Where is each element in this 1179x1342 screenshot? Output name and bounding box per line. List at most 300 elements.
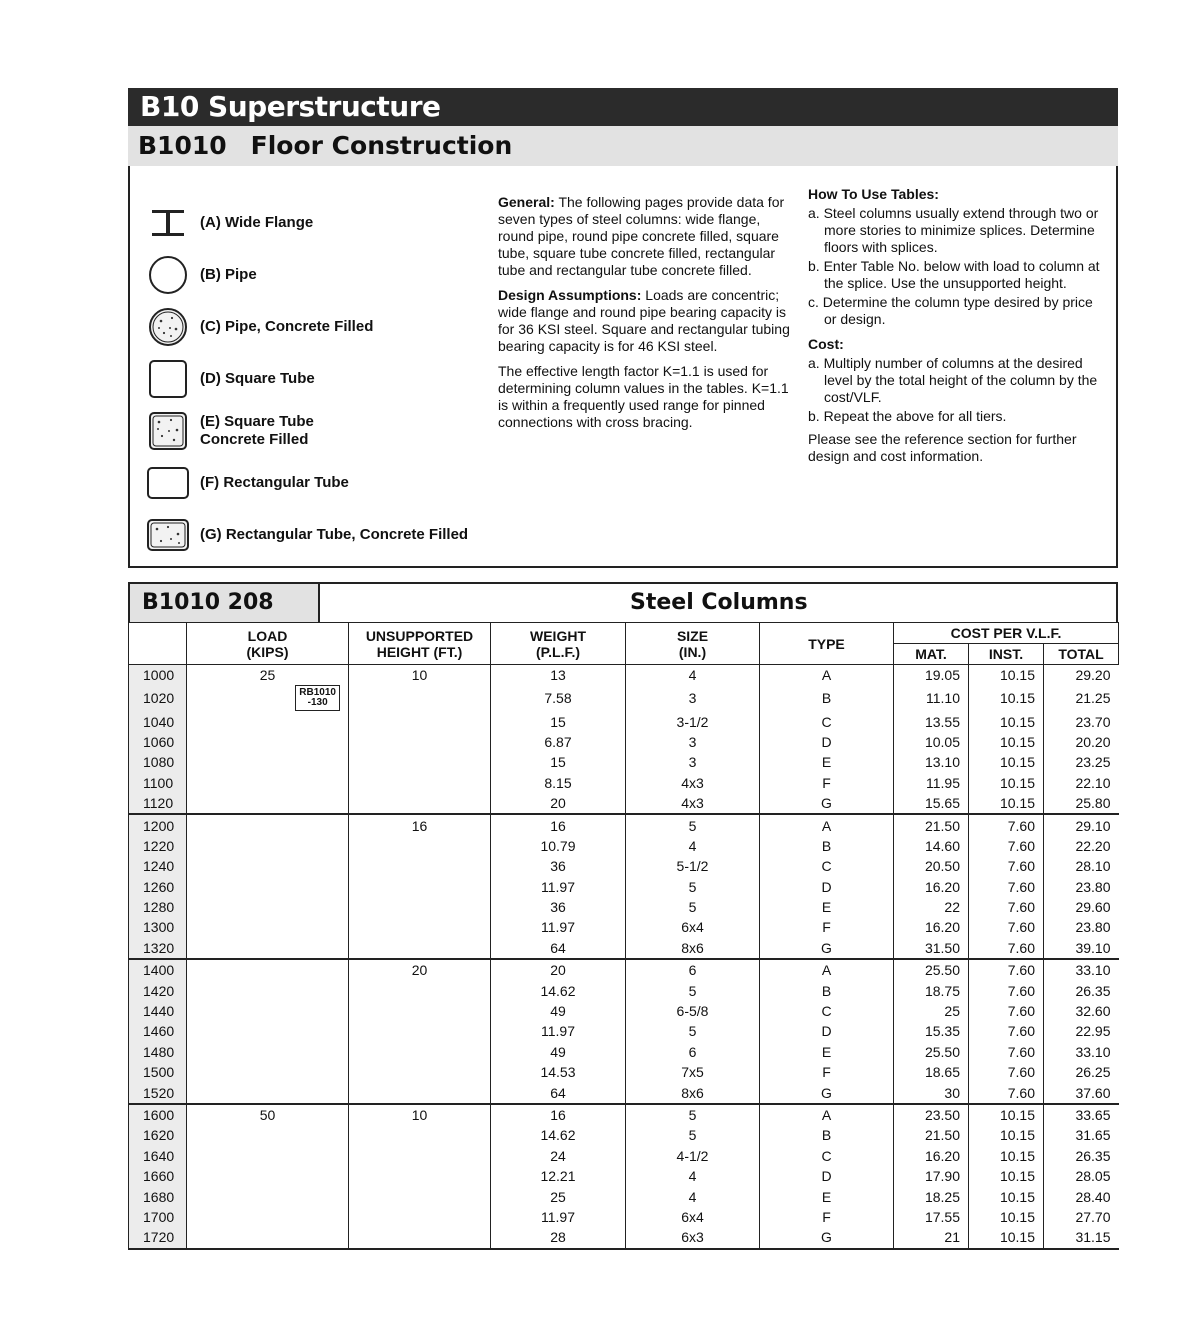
- cost-a: a. Multiply number of columns at the desired level by the total height of the column by the cost/VLF.: [808, 355, 1098, 405]
- type-label: (D) Square Tube: [200, 370, 315, 387]
- reference-badge: RB1010 -130: [295, 685, 340, 711]
- mat-cell: 14.60: [894, 836, 969, 856]
- type-label: (G) Rectangular Tube, Concrete Filled: [200, 526, 469, 543]
- weight-cell: 11.97: [491, 1207, 626, 1227]
- inst-cell: 7.60: [969, 897, 1044, 917]
- load-cell: [187, 1125, 349, 1145]
- total-cell: 33.10: [1044, 1042, 1119, 1062]
- inst-cell: 7.60: [969, 814, 1044, 835]
- type-cell: D: [760, 732, 894, 752]
- load-cell: [187, 1042, 349, 1062]
- load-cell: [187, 917, 349, 937]
- weight-cell: 64: [491, 1082, 626, 1103]
- code-cell: 1200: [129, 814, 187, 835]
- weight-cell: 25: [491, 1186, 626, 1206]
- type-label: (C) Pipe, Concrete Filled: [200, 318, 374, 335]
- size-cell: 5: [626, 897, 760, 917]
- code-cell: 1220: [129, 836, 187, 856]
- height-cell: [349, 1166, 491, 1186]
- height-cell: [349, 917, 491, 937]
- weight-cell: 28: [491, 1227, 626, 1248]
- total-cell: 28.40: [1044, 1186, 1119, 1206]
- code-cell: 1700: [129, 1207, 187, 1227]
- table-row: [129, 732, 1119, 752]
- general-label: General:: [498, 194, 555, 210]
- code-cell: 1520: [129, 1082, 187, 1103]
- type-cell: E: [760, 1042, 894, 1062]
- code-cell: 1460: [129, 1021, 187, 1041]
- code-cell: 1300: [129, 917, 187, 937]
- mat-cell: 15.35: [894, 1021, 969, 1041]
- load-cell: [187, 856, 349, 876]
- inst-cell: 10.15: [969, 732, 1044, 752]
- code-cell: 1260: [129, 877, 187, 897]
- type-cell: F: [760, 917, 894, 937]
- table-row: [129, 685, 1119, 711]
- height-cell: [349, 836, 491, 856]
- table-row: [129, 1146, 1119, 1166]
- inst-cell: 7.60: [969, 856, 1044, 876]
- type-pipe: [146, 254, 486, 296]
- general-text: The following pages provide data for seven types of steel columns: wide flange, round pipe, round pipe concrete filled, square tube, square tube concrete filled, rectangular tube and rectangular tube concrete filled.: [498, 194, 785, 278]
- height-cell: [349, 938, 491, 959]
- size-cell: 8x6: [626, 938, 760, 959]
- table-row: [129, 752, 1119, 772]
- weight-cell: 11.97: [491, 1021, 626, 1041]
- size-cell: 5: [626, 1021, 760, 1041]
- total-cell: 28.10: [1044, 856, 1119, 876]
- type-label: (B) Pipe: [200, 266, 257, 283]
- design-text: Loads are concentric; wide flange and round pipe bearing capacity is for 36 KSI steel. Square and rectangular tubing bearing capacity is for 46 KSI steel.: [498, 287, 790, 354]
- mat-cell: 10.05: [894, 732, 969, 752]
- code-cell: 1000: [129, 665, 187, 686]
- total-cell: 22.95: [1044, 1021, 1119, 1041]
- height-cell: [349, 856, 491, 876]
- height-cell: [349, 1227, 491, 1248]
- size-cell: 5-1/2: [626, 856, 760, 876]
- document-page: [128, 88, 1118, 1250]
- mat-cell: 13.55: [894, 711, 969, 731]
- total-cell: 22.20: [1044, 836, 1119, 856]
- height-cell: [349, 685, 491, 711]
- height-cell: [349, 980, 491, 1000]
- load-cell: [187, 897, 349, 917]
- total-cell: 29.20: [1044, 665, 1119, 686]
- mat-cell: 18.25: [894, 1186, 969, 1206]
- size-cell: 7x5: [626, 1062, 760, 1082]
- load-cell: [187, 938, 349, 959]
- code-cell: 1280: [129, 897, 187, 917]
- total-cell: 31.65: [1044, 1125, 1119, 1145]
- type-cell: E: [760, 897, 894, 917]
- weight-header: WEIGHT (P.L.F.): [491, 623, 626, 665]
- total-cell: 20.20: [1044, 732, 1119, 752]
- weight-cell: 49: [491, 1042, 626, 1062]
- table-row: [129, 1082, 1119, 1103]
- height-cell: [349, 793, 491, 814]
- info-panel: [128, 166, 1118, 568]
- inst-cell: 10.15: [969, 1207, 1044, 1227]
- inst-header: INST.: [969, 644, 1044, 665]
- mat-cell: 31.50: [894, 938, 969, 959]
- load-cell: [187, 732, 349, 752]
- type-square-tube-concrete-filled: [146, 410, 486, 452]
- cost-header: COST PER V.L.F.: [894, 623, 1119, 644]
- total-cell: 29.10: [1044, 814, 1119, 835]
- design-label: Design Assumptions:: [498, 287, 642, 303]
- table-row: [129, 1207, 1119, 1227]
- table-row: [129, 856, 1119, 876]
- size-cell: 3: [626, 732, 760, 752]
- code-cell: 1680: [129, 1186, 187, 1206]
- mat-cell: 16.20: [894, 917, 969, 937]
- table-header-bar: [128, 582, 1118, 622]
- type-cell: A: [760, 665, 894, 686]
- weight-cell: 13: [491, 665, 626, 686]
- code-cell: 1440: [129, 1001, 187, 1021]
- type-cell: G: [760, 938, 894, 959]
- type-cell: F: [760, 1062, 894, 1082]
- size-cell: 3: [626, 752, 760, 772]
- subsection-title: Floor Construction: [250, 131, 513, 160]
- type-cell: E: [760, 752, 894, 772]
- type-cell: E: [760, 1186, 894, 1206]
- weight-cell: 10.79: [491, 836, 626, 856]
- height-cell: 10: [349, 1104, 491, 1125]
- weight-cell: 7.58: [491, 685, 626, 711]
- mat-cell: 25: [894, 1001, 969, 1021]
- total-cell: 26.35: [1044, 980, 1119, 1000]
- inst-cell: 7.60: [969, 1001, 1044, 1021]
- mat-cell: 19.05: [894, 665, 969, 686]
- inst-cell: 10.15: [969, 793, 1044, 814]
- load-cell: [187, 980, 349, 1000]
- mat-cell: 15.65: [894, 793, 969, 814]
- table-row: [129, 836, 1119, 856]
- total-cell: 27.70: [1044, 1207, 1119, 1227]
- size-cell: 5: [626, 980, 760, 1000]
- total-cell: 23.80: [1044, 877, 1119, 897]
- inst-cell: 10.15: [969, 1125, 1044, 1145]
- pipe-concrete-filled-icon: [146, 306, 190, 348]
- type-cell: C: [760, 711, 894, 731]
- height-header: UNSUPPORTED HEIGHT (FT.): [349, 623, 491, 665]
- code-cell: 1240: [129, 856, 187, 876]
- inst-cell: 7.60: [969, 1042, 1044, 1062]
- load-cell: [187, 1082, 349, 1103]
- table-row: [129, 959, 1119, 980]
- table-title: Steel Columns: [630, 590, 808, 615]
- type-wide-flange: [146, 202, 486, 244]
- size-cell: 4: [626, 836, 760, 856]
- mat-cell: 20.50: [894, 856, 969, 876]
- type-rectangular-tube-concrete-filled: [146, 514, 486, 556]
- pipe-icon: [146, 254, 190, 296]
- type-rectangular-tube: [146, 462, 486, 504]
- table-row: [129, 877, 1119, 897]
- square-tube-icon: [146, 358, 190, 400]
- type-cell: B: [760, 685, 894, 711]
- code-cell: 1400: [129, 959, 187, 980]
- height-cell: [349, 711, 491, 731]
- weight-cell: 11.97: [491, 917, 626, 937]
- size-cell: 5: [626, 1104, 760, 1125]
- weight-cell: 24: [491, 1146, 626, 1166]
- type-cell: C: [760, 856, 894, 876]
- code-header: [129, 623, 187, 665]
- subsection-bar: [128, 126, 1118, 166]
- mat-header: MAT.: [894, 644, 969, 665]
- inst-cell: 10.15: [969, 1146, 1044, 1166]
- inst-cell: 7.60: [969, 980, 1044, 1000]
- inst-cell: 10.15: [969, 1186, 1044, 1206]
- steel-columns-table: [128, 622, 1119, 1250]
- inst-cell: 10.15: [969, 773, 1044, 793]
- load-cell: [187, 836, 349, 856]
- load-cell: [187, 773, 349, 793]
- cost-heading: Cost:: [808, 336, 844, 352]
- load-cell: [187, 1146, 349, 1166]
- type-cell: D: [760, 877, 894, 897]
- type-label: (E) Square Tube Concrete Filled: [200, 413, 314, 448]
- weight-cell: 36: [491, 856, 626, 876]
- mat-cell: 16.20: [894, 877, 969, 897]
- weight-cell: 14.62: [491, 980, 626, 1000]
- weight-cell: 49: [491, 1001, 626, 1021]
- subsection-code: B1010: [138, 131, 227, 160]
- table-row: [129, 917, 1119, 937]
- weight-cell: 6.87: [491, 732, 626, 752]
- rectangular-tube-icon: [146, 462, 190, 504]
- load-header: LOAD (KIPS): [187, 623, 349, 665]
- total-cell: 37.60: [1044, 1082, 1119, 1103]
- size-cell: 4x3: [626, 773, 760, 793]
- type-cell: F: [760, 773, 894, 793]
- total-cell: 23.80: [1044, 917, 1119, 937]
- type-cell: F: [760, 1207, 894, 1227]
- weight-cell: 11.97: [491, 877, 626, 897]
- size-cell: 6: [626, 1042, 760, 1062]
- load-cell: [187, 793, 349, 814]
- weight-cell: 64: [491, 938, 626, 959]
- column-type-legend: [146, 202, 486, 566]
- type-cell: B: [760, 980, 894, 1000]
- weight-cell: 16: [491, 814, 626, 835]
- mat-cell: 11.95: [894, 773, 969, 793]
- load-cell: [187, 1001, 349, 1021]
- weight-cell: 16: [491, 1104, 626, 1125]
- type-label: (F) Rectangular Tube: [200, 474, 349, 491]
- rectangular-tube-concrete-filled-icon: [146, 514, 190, 556]
- type-cell: G: [760, 1227, 894, 1248]
- total-cell: 26.35: [1044, 1146, 1119, 1166]
- load-cell: 50: [187, 1104, 349, 1125]
- mat-cell: 18.75: [894, 980, 969, 1000]
- type-cell: C: [760, 1146, 894, 1166]
- size-cell: 8x6: [626, 1082, 760, 1103]
- type-cell: G: [760, 1082, 894, 1103]
- general-notes: [498, 194, 798, 439]
- weight-cell: 8.15: [491, 773, 626, 793]
- inst-cell: 7.60: [969, 917, 1044, 937]
- type-cell: A: [760, 814, 894, 835]
- reference-note: Please see the reference section for further design and cost information.: [808, 431, 1077, 464]
- how-to-use: [808, 186, 1108, 473]
- how-to-a: a. Steel columns usually extend through two or more stories to minimize splices. Determine floors with splices.: [808, 205, 1099, 255]
- weight-cell: 15: [491, 752, 626, 772]
- height-cell: 16: [349, 814, 491, 835]
- mat-cell: 30: [894, 1082, 969, 1103]
- code-cell: 1120: [129, 793, 187, 814]
- size-cell: 4x3: [626, 793, 760, 814]
- size-cell: 4: [626, 1186, 760, 1206]
- mat-cell: 17.90: [894, 1166, 969, 1186]
- height-cell: 10: [349, 665, 491, 686]
- size-cell: 4: [626, 1166, 760, 1186]
- total-cell: 23.70: [1044, 711, 1119, 731]
- how-to-heading: How To Use Tables:: [808, 186, 939, 202]
- code-cell: 1640: [129, 1146, 187, 1166]
- total-cell: 29.60: [1044, 897, 1119, 917]
- table-row: [129, 1042, 1119, 1062]
- total-cell: 39.10: [1044, 938, 1119, 959]
- mat-cell: 11.10: [894, 685, 969, 711]
- table-code: B1010 208: [130, 584, 320, 622]
- table-row: [129, 1186, 1119, 1206]
- inst-cell: 10.15: [969, 752, 1044, 772]
- code-cell: 1420: [129, 980, 187, 1000]
- table-row: [129, 980, 1119, 1000]
- code-cell: 1620: [129, 1125, 187, 1145]
- size-header: SIZE (IN.): [626, 623, 760, 665]
- load-cell: [187, 814, 349, 835]
- inst-cell: 7.60: [969, 1062, 1044, 1082]
- load-cell: [187, 685, 349, 711]
- mat-cell: 21: [894, 1227, 969, 1248]
- weight-cell: 20: [491, 959, 626, 980]
- height-cell: [349, 1186, 491, 1206]
- weight-cell: 14.62: [491, 1125, 626, 1145]
- inst-cell: 7.60: [969, 836, 1044, 856]
- code-cell: 1320: [129, 938, 187, 959]
- code-cell: 1500: [129, 1062, 187, 1082]
- load-cell: [187, 711, 349, 731]
- load-cell: [187, 1166, 349, 1186]
- cost-b: b. Repeat the above for all tiers.: [808, 408, 1007, 424]
- load-cell: 25: [187, 665, 349, 686]
- table-row: [129, 938, 1119, 959]
- code-cell: 1080: [129, 752, 187, 772]
- design-paragraph: [498, 287, 798, 355]
- total-cell: 31.15: [1044, 1227, 1119, 1248]
- load-cell: [187, 1186, 349, 1206]
- table-row: [129, 897, 1119, 917]
- type-cell: D: [760, 1021, 894, 1041]
- section-title: B10 Superstructure: [128, 88, 1118, 126]
- size-cell: 5: [626, 814, 760, 835]
- load-cell: [187, 877, 349, 897]
- total-cell: 32.60: [1044, 1001, 1119, 1021]
- type-header: TYPE: [760, 623, 894, 665]
- inst-cell: 7.60: [969, 959, 1044, 980]
- code-cell: 1060: [129, 732, 187, 752]
- code-cell: 1100: [129, 773, 187, 793]
- size-cell: 5: [626, 1125, 760, 1145]
- how-to-c: c. Determine the column type desired by price or design.: [808, 294, 1093, 327]
- code-cell: 1480: [129, 1042, 187, 1062]
- code-cell: 1020: [129, 685, 187, 711]
- size-cell: 6x3: [626, 1227, 760, 1248]
- table-row: [129, 814, 1119, 835]
- inst-cell: 7.60: [969, 1082, 1044, 1103]
- table-row: [129, 773, 1119, 793]
- table-row: [129, 1104, 1119, 1125]
- effective-length-paragraph: The effective length factor K=1.1 is used for determining column values in the tables. K=1.1 is within a frequently used range for pinned connections with cross bracing.: [498, 363, 789, 430]
- mat-cell: 25.50: [894, 1042, 969, 1062]
- weight-cell: 15: [491, 711, 626, 731]
- type-cell: B: [760, 836, 894, 856]
- load-cell: [187, 1227, 349, 1248]
- table-row: [129, 1062, 1119, 1082]
- inst-cell: 10.15: [969, 1227, 1044, 1248]
- type-label: (A) Wide Flange: [200, 214, 314, 231]
- total-cell: 33.10: [1044, 959, 1119, 980]
- weight-cell: 20: [491, 793, 626, 814]
- size-cell: 6x4: [626, 917, 760, 937]
- height-cell: [349, 732, 491, 752]
- total-cell: 26.25: [1044, 1062, 1119, 1082]
- inst-cell: 10.15: [969, 665, 1044, 686]
- type-cell: B: [760, 1125, 894, 1145]
- height-cell: [349, 877, 491, 897]
- table-row: [129, 665, 1119, 686]
- inst-cell: 10.15: [969, 1104, 1044, 1125]
- height-cell: [349, 897, 491, 917]
- height-cell: [349, 1125, 491, 1145]
- size-cell: 6: [626, 959, 760, 980]
- type-cell: A: [760, 1104, 894, 1125]
- mat-cell: 21.50: [894, 814, 969, 835]
- height-cell: [349, 1042, 491, 1062]
- code-cell: 1600: [129, 1104, 187, 1125]
- total-header: TOTAL: [1044, 644, 1119, 665]
- weight-cell: 36: [491, 897, 626, 917]
- height-cell: [349, 1062, 491, 1082]
- type-pipe-concrete-filled: [146, 306, 486, 348]
- inst-cell: 7.60: [969, 938, 1044, 959]
- weight-cell: 12.21: [491, 1166, 626, 1186]
- total-cell: 25.80: [1044, 793, 1119, 814]
- type-cell: G: [760, 793, 894, 814]
- table-row: [129, 1021, 1119, 1041]
- type-square-tube: [146, 358, 486, 400]
- mat-cell: 22: [894, 897, 969, 917]
- general-paragraph: [498, 194, 798, 279]
- inst-cell: 10.15: [969, 711, 1044, 731]
- height-cell: [349, 1146, 491, 1166]
- size-cell: 6x4: [626, 1207, 760, 1227]
- type-cell: A: [760, 959, 894, 980]
- wide-flange-icon: [146, 202, 190, 244]
- table-row: [129, 1166, 1119, 1186]
- height-cell: [349, 1001, 491, 1021]
- height-cell: 20: [349, 959, 491, 980]
- inst-cell: 7.60: [969, 1021, 1044, 1041]
- code-cell: 1720: [129, 1227, 187, 1248]
- inst-cell: 10.15: [969, 1166, 1044, 1186]
- square-tube-concrete-filled-icon: [146, 410, 190, 452]
- height-cell: [349, 773, 491, 793]
